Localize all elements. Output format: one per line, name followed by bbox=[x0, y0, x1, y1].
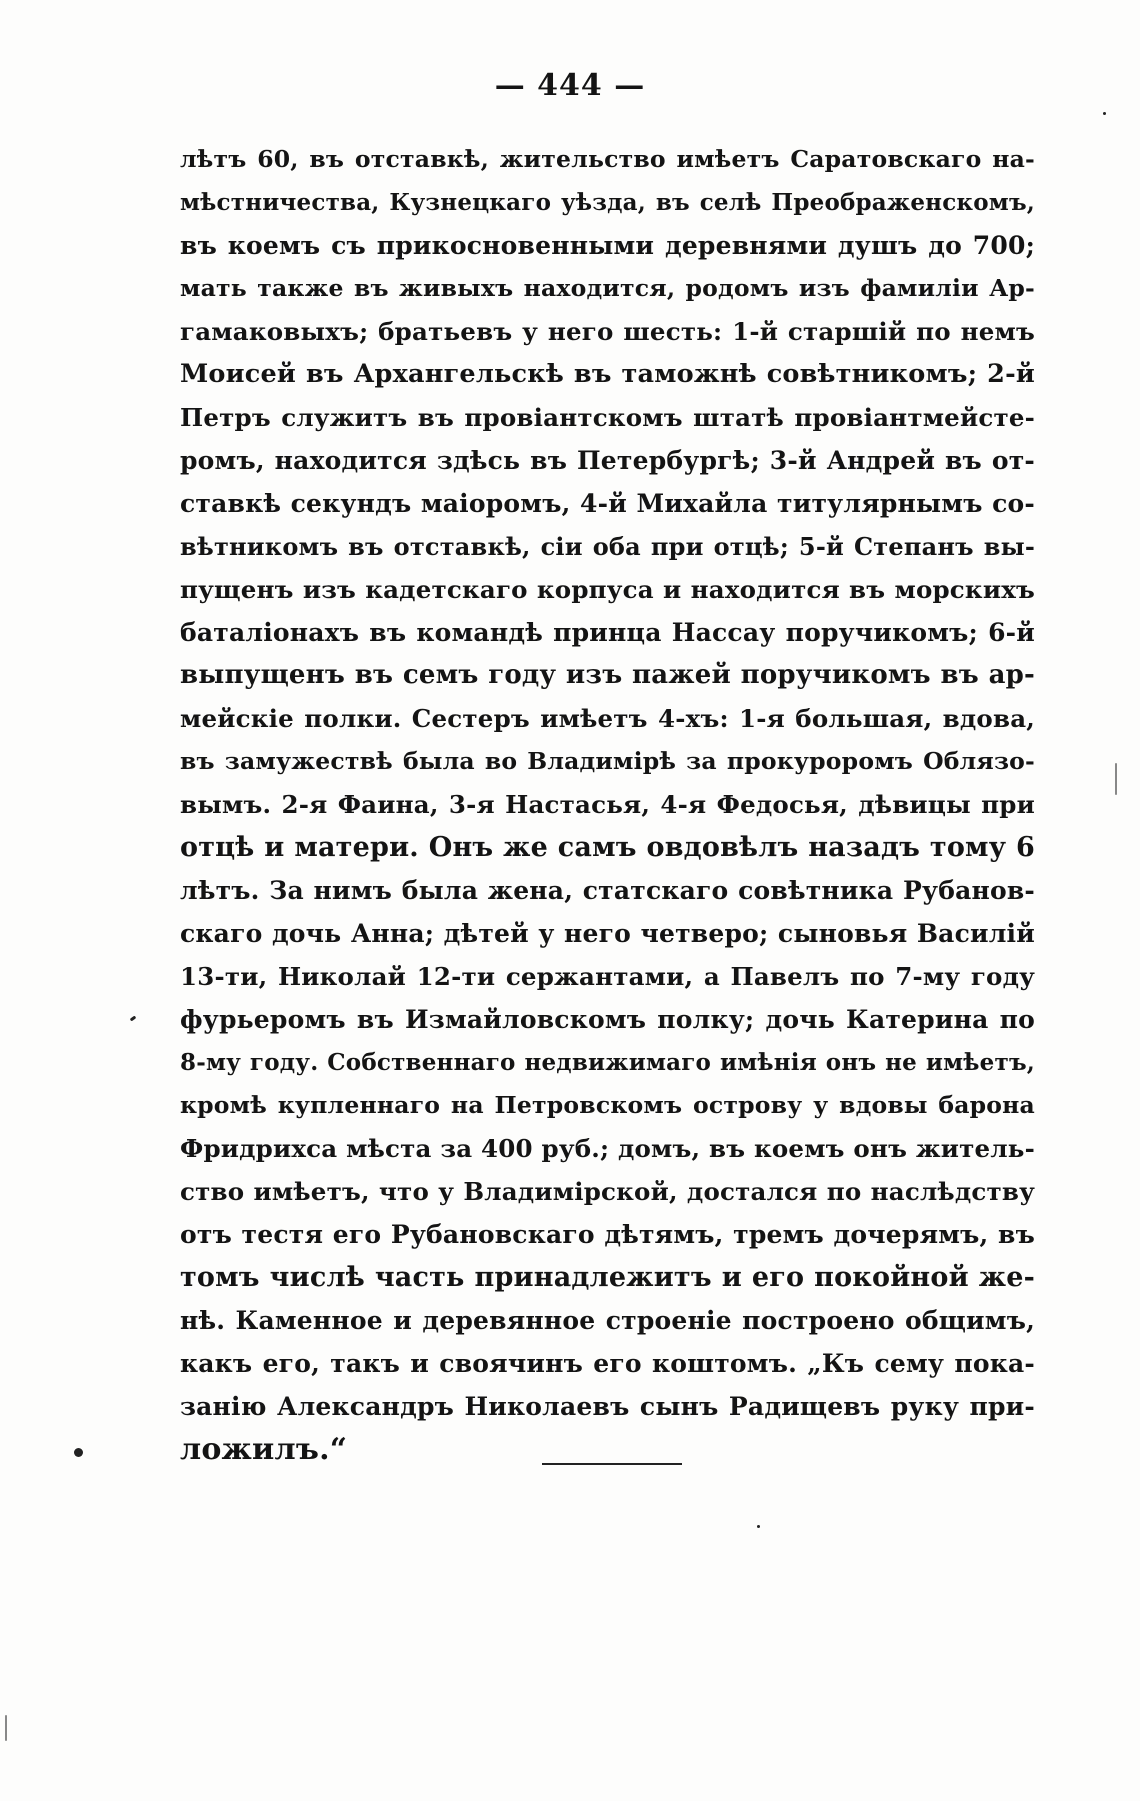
scan-speck bbox=[1103, 112, 1106, 115]
text-line: ромъ, находится здѣсь въ Петербургѣ; 3-й Андрей въ от- bbox=[180, 446, 1035, 475]
text-line: занію Александръ Николаевъ сынъ Радищевъ руку при- bbox=[180, 1392, 1035, 1421]
text-line: пущенъ изъ кадетскаго корпуса и находится въ морскихъ bbox=[180, 575, 1035, 604]
text-line: баталіонахъ въ командѣ принца Нассау поручикомъ; 6-й bbox=[180, 618, 1035, 647]
text-line: Фридрихса мѣста за 400 руб.; домъ, въ коемъ онъ житель- bbox=[180, 1134, 1035, 1163]
text-line: кромѣ купленнаго на Петровскомъ острову у вдовы барона bbox=[180, 1091, 1035, 1119]
text-line: вѣтникомъ въ отставкѣ, сіи оба при отцѣ; 5-й Степанъ вы- bbox=[180, 532, 1035, 561]
text-line: лѣтъ 60, въ отставкѣ, жительство имѣетъ Саратовскаго на- bbox=[180, 145, 1035, 173]
text-line: фурьеромъ въ Измайловскомъ полку; дочь Катерина по bbox=[180, 1005, 1035, 1034]
text-line: какъ его, такъ и своячинъ его коштомъ. „Къ сему пока- bbox=[180, 1349, 1035, 1378]
text-line: мейскіе полки. Сестеръ имѣетъ 4-хъ: 1-я большая, вдова, bbox=[180, 704, 1035, 733]
margin-tick-mark bbox=[130, 1016, 137, 1022]
text-line: Моисей въ Архангельскѣ въ таможнѣ совѣтникомъ; 2-й bbox=[180, 359, 1035, 389]
text-line: 13-ти, Николай 12-ти сержантами, а Павелъ по 7-му году bbox=[180, 962, 1035, 991]
scan-edge-mark bbox=[1115, 763, 1117, 795]
text-line: ство имѣетъ, что у Владимірской, достался по наслѣдству bbox=[180, 1177, 1035, 1206]
text-line-last: ложилъ.“ bbox=[180, 1432, 348, 1467]
text-line: выпущенъ въ семъ году изъ пажей поручикомъ въ ар- bbox=[180, 660, 1035, 690]
margin-dot-mark bbox=[74, 1448, 83, 1457]
text-line: ставкѣ секундъ маіоромъ, 4-й Михайла титулярнымъ со- bbox=[180, 489, 1035, 518]
text-line: въ коемъ съ прикосновенными деревнями душъ до 700; bbox=[180, 231, 1035, 260]
section-end-rule bbox=[542, 1463, 682, 1465]
page-number: — 444 — bbox=[494, 68, 646, 103]
text-line: мать также въ живыхъ находится, родомъ изъ фамиліи Ар- bbox=[180, 274, 1035, 302]
text-line: отъ тестя его Рубановскаго дѣтямъ, тремъ дочерямъ, въ bbox=[180, 1220, 1035, 1249]
text-line: 8-му году. Собственнаго недвижимаго имѣнія онъ не имѣетъ, bbox=[180, 1049, 1035, 1076]
scan-speck bbox=[757, 1525, 760, 1528]
text-line: лѣтъ. За нимъ была жена, статскаго совѣтника Рубанов- bbox=[180, 876, 1035, 905]
text-line: нѣ. Каменное и деревянное строеніе построено общимъ, bbox=[180, 1306, 1035, 1335]
text-line: скаго дочь Анна; дѣтей у него четверо; сыновья Василій bbox=[180, 919, 1035, 948]
scan-edge-mark bbox=[5, 1715, 7, 1741]
body-text bbox=[180, 138, 1035, 1471]
text-line: Петръ служитъ въ провіантскомъ штатѣ провіантмейсте- bbox=[180, 403, 1035, 432]
text-line: вымъ. 2-я Фаина, 3-я Настасья, 4-я Федосья, дѣвицы при bbox=[180, 790, 1035, 819]
text-line: томъ числѣ часть принадлежитъ и его покойной же- bbox=[180, 1262, 1035, 1293]
text-line: отцѣ и матери. Онъ же самъ овдовѣлъ назадъ тому 6 bbox=[180, 832, 1035, 863]
text-line: гамаковыхъ; братьевъ у него шесть: 1-й старшій по немъ bbox=[180, 317, 1035, 346]
text-line: мѣстничества, Кузнецкаго уѣзда, въ селѣ Преображенскомъ, bbox=[180, 189, 1035, 216]
text-line: въ замужествѣ была во Владимірѣ за прокуроромъ Облязо- bbox=[180, 747, 1035, 775]
